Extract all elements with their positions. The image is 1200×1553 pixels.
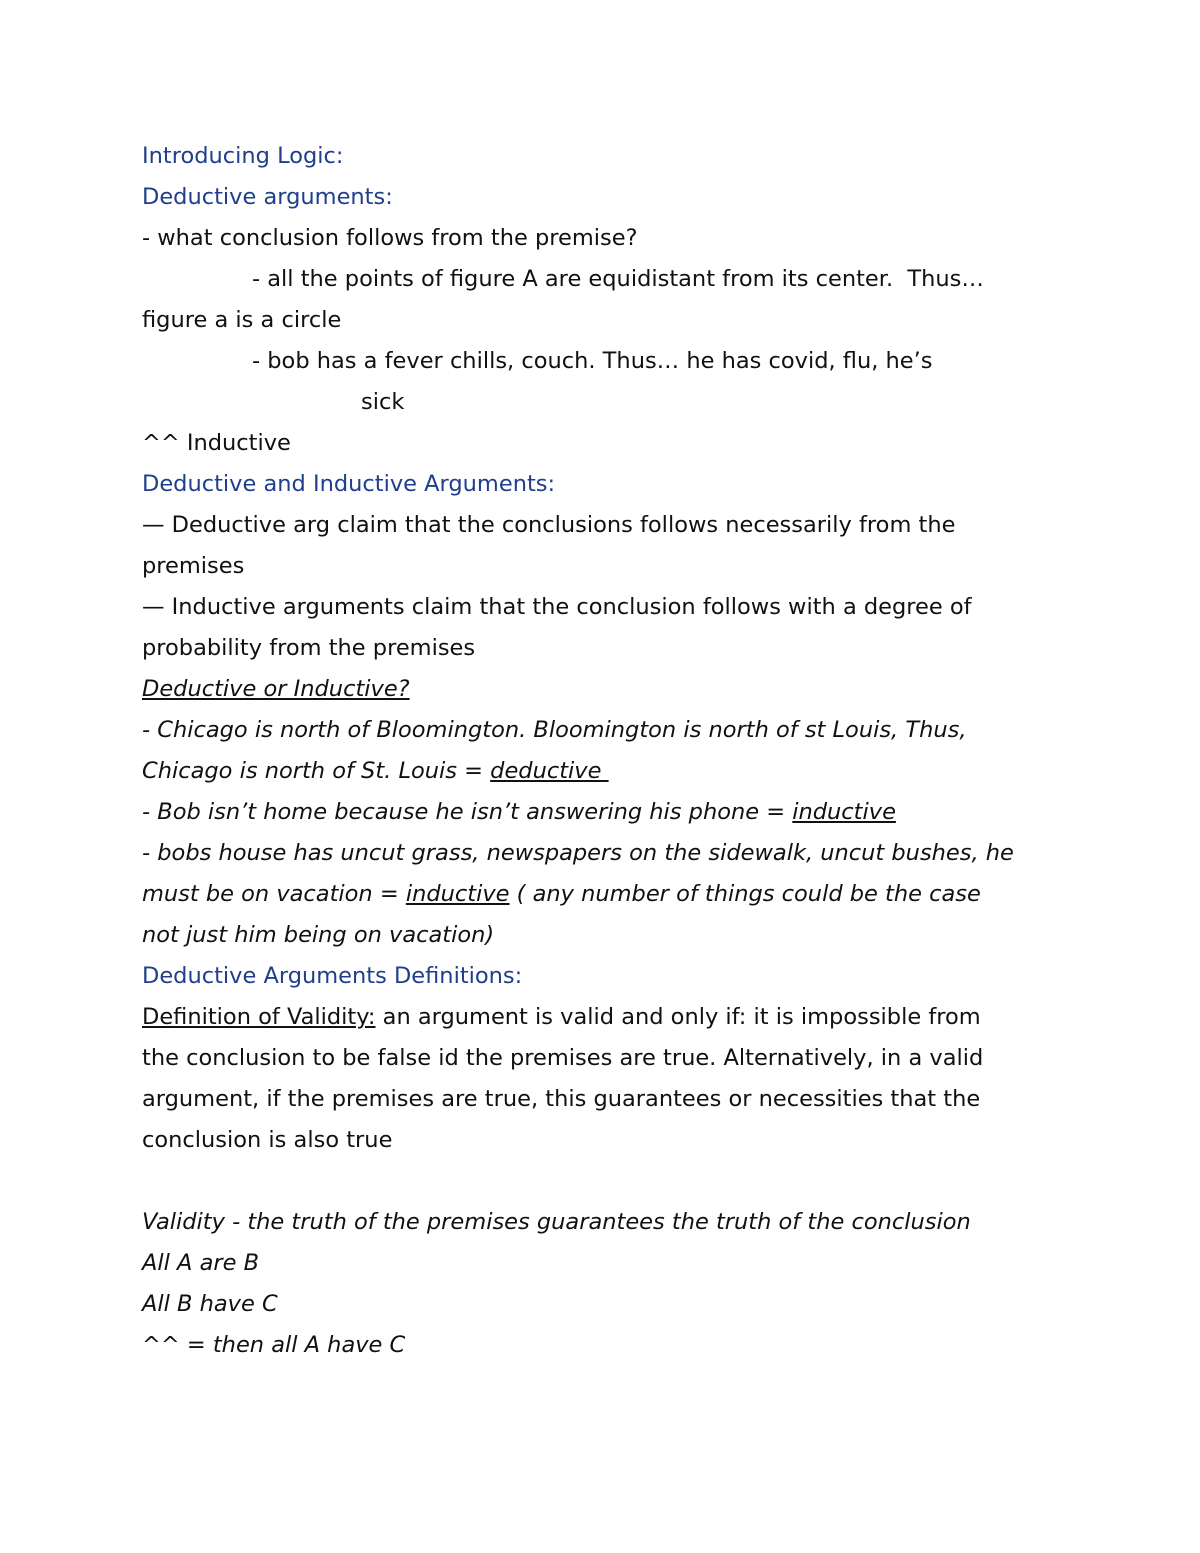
- syllogism-line1: All A are B: [142, 1250, 260, 1276]
- document-body: [142, 136, 1072, 1366]
- example1-line1: - all the points of figure A are equidistant from its center. Thus…: [252, 266, 984, 292]
- question-ex2-answer: inductive: [792, 799, 896, 825]
- question-ex1-answer: deductive: [490, 758, 609, 784]
- point1-line2: premises: [142, 553, 245, 579]
- point2-line1: — Inductive arguments claim that the conclusion follows with a degree of: [142, 594, 972, 620]
- question-ex3-text: must be on vacation =: [142, 881, 406, 907]
- question-ex2: [142, 792, 1072, 833]
- validity-line3: argument, if the premises are true, this guarantees or necessities that the: [142, 1086, 981, 1112]
- question-ex3-line2: [142, 874, 1072, 915]
- document-title: Introducing Logic:: [142, 143, 344, 169]
- validity-line2: the conclusion to be false id the premises are true. Alternatively, in a valid: [142, 1045, 984, 1071]
- example1-line2: figure a is a circle: [142, 307, 342, 333]
- syllogism-line2: All B have C: [142, 1291, 278, 1317]
- heading-deductive-inductive: Deductive and Inductive Arguments:: [142, 471, 556, 497]
- validity-term: Definition of Validity:: [142, 1004, 376, 1030]
- question-ex1-line2: [142, 751, 1072, 792]
- blank-line: [142, 1161, 1072, 1202]
- validity-line1: [142, 997, 1072, 1038]
- question-ex3-line3: not just him being on vacation): [142, 922, 495, 948]
- inductive-note: ^^ Inductive: [142, 430, 291, 456]
- heading-deductive-arguments: Deductive arguments:: [142, 184, 393, 210]
- question-line: - what conclusion follows from the premise?: [142, 225, 638, 251]
- syllogism-line3: ^^ = then all A have C: [142, 1332, 406, 1358]
- validity-line4: conclusion is also true: [142, 1127, 393, 1153]
- heading-deductive-or-inductive: Deductive or Inductive?: [142, 676, 410, 702]
- question-ex2-text: - Bob isn’t home because he isn’t answering his phone =: [142, 799, 793, 825]
- point1-line1: — Deductive arg claim that the conclusions follows necessarily from the: [142, 512, 956, 538]
- heading-definitions: Deductive Arguments Definitions:: [142, 963, 523, 989]
- question-ex3-rest: ( any number of things could be the case: [509, 881, 981, 907]
- question-ex1-line1: - Chicago is north of Bloomington. Bloomington is north of st Louis, Thus,: [142, 717, 967, 743]
- example2-line1: - bob has a fever chills, couch. Thus… he has covid, flu, he’s: [252, 348, 933, 374]
- question-ex3-line1: - bobs house has uncut grass, newspapers on the sidewalk, uncut bushes, he: [142, 840, 1014, 866]
- question-ex3-answer: inductive: [405, 881, 510, 907]
- validity-summary: Validity - the truth of the premises guarantees the truth of the conclusion: [142, 1209, 971, 1235]
- point2-line2: probability from the premises: [142, 635, 476, 661]
- question-ex1-text: Chicago is north of St. Louis =: [142, 758, 491, 784]
- validity-line1-rest: an argument is valid and only if: it is impossible from: [375, 1004, 981, 1030]
- example2-line2: sick: [361, 389, 405, 415]
